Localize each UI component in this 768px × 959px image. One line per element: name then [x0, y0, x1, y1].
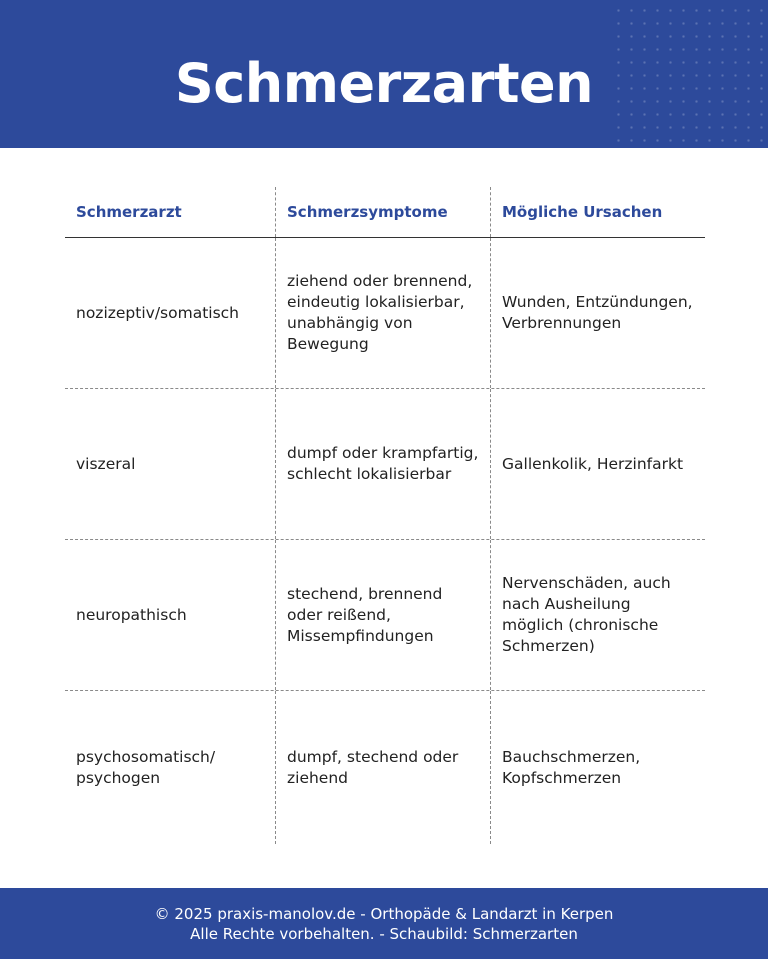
footer [0, 888, 768, 959]
cell-symptoms: dumpf, stechend oder ziehend [275, 691, 490, 844]
cell-causes: Wunden, Entzündungen, Verbrennungen [490, 238, 705, 388]
cell-symptoms: stechend, brennend oder reißend, Missempfindungen [275, 540, 490, 690]
footer-rights: Alle Rechte vorbehalten. - Schaubild: Schmerzarten [190, 924, 578, 943]
table-row [65, 238, 705, 389]
footer-copyright: © 2025 praxis-manolov.de - Orthopäde & Landarzt in Kerpen [154, 904, 614, 923]
cell-pain-type: psychosomatisch/ psychogen [76, 747, 216, 787]
cell-pain-type: nozizeptiv/somatisch [76, 303, 239, 322]
cell-pain-type: neuropathisch [76, 605, 187, 624]
column-header-pain-type: Schmerzarzt [76, 203, 182, 221]
cell-pain-type: viszeral [76, 454, 136, 473]
table-row [65, 691, 705, 844]
column-header-causes: Mögliche Ursachen [490, 187, 705, 237]
header-banner [0, 0, 768, 148]
cell-symptoms: ziehend oder brennend, eindeutig lokalisierbar, unabhängig von Bewegung [275, 238, 490, 388]
cell-causes: Gallenkolik, Herzinfarkt [490, 389, 705, 539]
table-row [65, 540, 705, 691]
column-header-symptoms: Schmerzsymptome [275, 187, 490, 237]
table-header-row [65, 187, 705, 238]
pain-types-table [65, 187, 705, 844]
cell-symptoms: dumpf oder krampfartig, schlecht lokalisierbar [275, 389, 490, 539]
cell-causes: Nervenschäden, auch nach Ausheilung möglich (chronische Schmerzen) [490, 540, 705, 690]
page-title: Schmerzarten [174, 52, 594, 115]
cell-causes: Bauchschmerzen, Kopfschmerzen [490, 691, 705, 844]
table-row [65, 389, 705, 540]
